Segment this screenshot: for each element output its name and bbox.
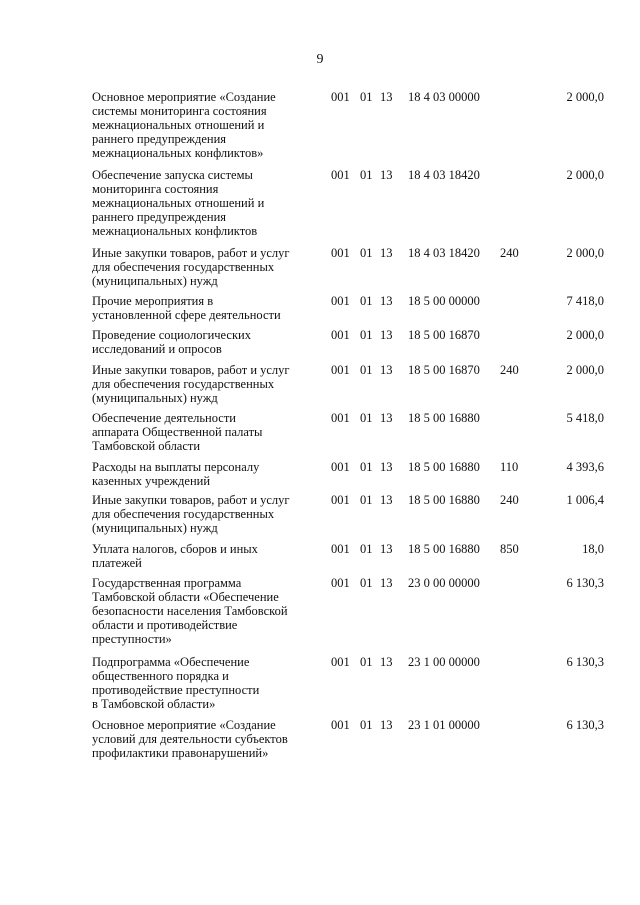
cell-ved: 001 [331, 294, 350, 308]
page-number: 9 [316, 52, 324, 67]
cell-csr: 18 5 00 16880 [408, 460, 480, 474]
row-name: Подпрограмма «Обеспечение общественного порядка и противодействие преступности в Тамбовской области» [92, 655, 260, 711]
cell-pr: 13 [380, 294, 393, 308]
row-name: Государственная программа Тамбовской области «Обеспечение безопасности населения Тамбовской области и противодействие преступности» [92, 576, 288, 646]
cell-rz: 01 [360, 363, 373, 377]
cell-ved: 001 [331, 460, 350, 474]
cell-pr: 13 [380, 328, 393, 342]
cell-rz: 01 [360, 168, 373, 182]
cell-ved: 001 [331, 655, 350, 669]
cell-pr: 13 [380, 411, 393, 425]
cell-vr: 110 [500, 460, 519, 474]
row-name: Проведение социологических исследований и опросов [92, 328, 251, 356]
cell-sum: 4 393,6 [566, 460, 604, 474]
row-name: Иные закупки товаров, работ и услуг для обеспечения государственных (муниципальных) нужд [92, 246, 290, 288]
cell-ved: 001 [331, 542, 350, 556]
cell-sum: 2 000,0 [566, 246, 604, 260]
cell-vr: 240 [500, 363, 519, 377]
cell-rz: 01 [360, 576, 373, 590]
cell-pr: 13 [380, 718, 393, 732]
cell-sum: 2 000,0 [566, 168, 604, 182]
row-name: Обеспечение деятельности аппарата Общественной палаты Тамбовской области [92, 411, 263, 453]
cell-ved: 001 [331, 168, 350, 182]
cell-pr: 13 [380, 168, 393, 182]
cell-ved: 001 [331, 246, 350, 260]
cell-csr: 18 5 00 16880 [408, 493, 480, 507]
cell-ved: 001 [331, 493, 350, 507]
cell-pr: 13 [380, 363, 393, 377]
cell-csr: 23 1 01 00000 [408, 718, 480, 732]
row-name: Обеспечение запуска системы мониторинга состояния межнациональных отношений и раннего предупреждения межнациональных конфликтов [92, 168, 265, 238]
cell-csr: 18 5 00 16870 [408, 328, 480, 342]
cell-pr: 13 [380, 493, 393, 507]
cell-ved: 001 [331, 718, 350, 732]
cell-ved: 001 [331, 576, 350, 590]
cell-vr: 240 [500, 493, 519, 507]
cell-csr: 23 0 00 00000 [408, 576, 480, 590]
cell-pr: 13 [380, 576, 393, 590]
cell-sum: 5 418,0 [566, 411, 604, 425]
cell-sum: 18,0 [582, 542, 604, 556]
cell-ved: 001 [331, 411, 350, 425]
cell-ved: 001 [331, 328, 350, 342]
cell-pr: 13 [380, 246, 393, 260]
cell-csr: 18 4 03 18420 [408, 246, 480, 260]
cell-pr: 13 [380, 655, 393, 669]
cell-sum: 6 130,3 [566, 655, 604, 669]
cell-sum: 2 000,0 [566, 363, 604, 377]
cell-csr: 18 5 00 16880 [408, 411, 480, 425]
cell-sum: 1 006,4 [566, 493, 604, 507]
cell-vr: 850 [500, 542, 519, 556]
cell-rz: 01 [360, 90, 373, 104]
row-name: Уплата налогов, сборов и иных платежей [92, 542, 258, 570]
cell-csr: 18 5 00 16870 [408, 363, 480, 377]
cell-pr: 13 [380, 90, 393, 104]
cell-rz: 01 [360, 493, 373, 507]
cell-ved: 001 [331, 90, 350, 104]
cell-csr: 18 5 00 00000 [408, 294, 480, 308]
cell-rz: 01 [360, 411, 373, 425]
cell-csr: 18 4 03 18420 [408, 168, 480, 182]
cell-csr: 23 1 00 00000 [408, 655, 480, 669]
cell-rz: 01 [360, 328, 373, 342]
row-name: Иные закупки товаров, работ и услуг для обеспечения государственных (муниципальных) нужд [92, 493, 290, 535]
row-name: Основное мероприятие «Создание системы мониторинга состояния межнациональных отношений и раннего предупреждения межнациональных конфликтов» [92, 90, 276, 160]
cell-sum: 2 000,0 [566, 90, 604, 104]
cell-ved: 001 [331, 363, 350, 377]
cell-csr: 18 5 00 16880 [408, 542, 480, 556]
row-name: Иные закупки товаров, работ и услуг для обеспечения государственных (муниципальных) нужд [92, 363, 290, 405]
row-name: Расходы на выплаты персоналу казенных учреждений [92, 460, 260, 488]
cell-pr: 13 [380, 542, 393, 556]
cell-csr: 18 4 03 00000 [408, 90, 480, 104]
cell-sum: 2 000,0 [566, 328, 604, 342]
row-name: Прочие мероприятия в установленной сфере деятельности [92, 294, 281, 322]
cell-rz: 01 [360, 246, 373, 260]
cell-sum: 6 130,3 [566, 576, 604, 590]
cell-vr: 240 [500, 246, 519, 260]
row-name: Основное мероприятие «Создание условий для деятельности субъектов профилактики правонарушений» [92, 718, 288, 760]
cell-sum: 7 418,0 [566, 294, 604, 308]
cell-rz: 01 [360, 460, 373, 474]
cell-sum: 6 130,3 [566, 718, 604, 732]
cell-rz: 01 [360, 542, 373, 556]
cell-rz: 01 [360, 718, 373, 732]
cell-rz: 01 [360, 655, 373, 669]
cell-pr: 13 [380, 460, 393, 474]
cell-rz: 01 [360, 294, 373, 308]
